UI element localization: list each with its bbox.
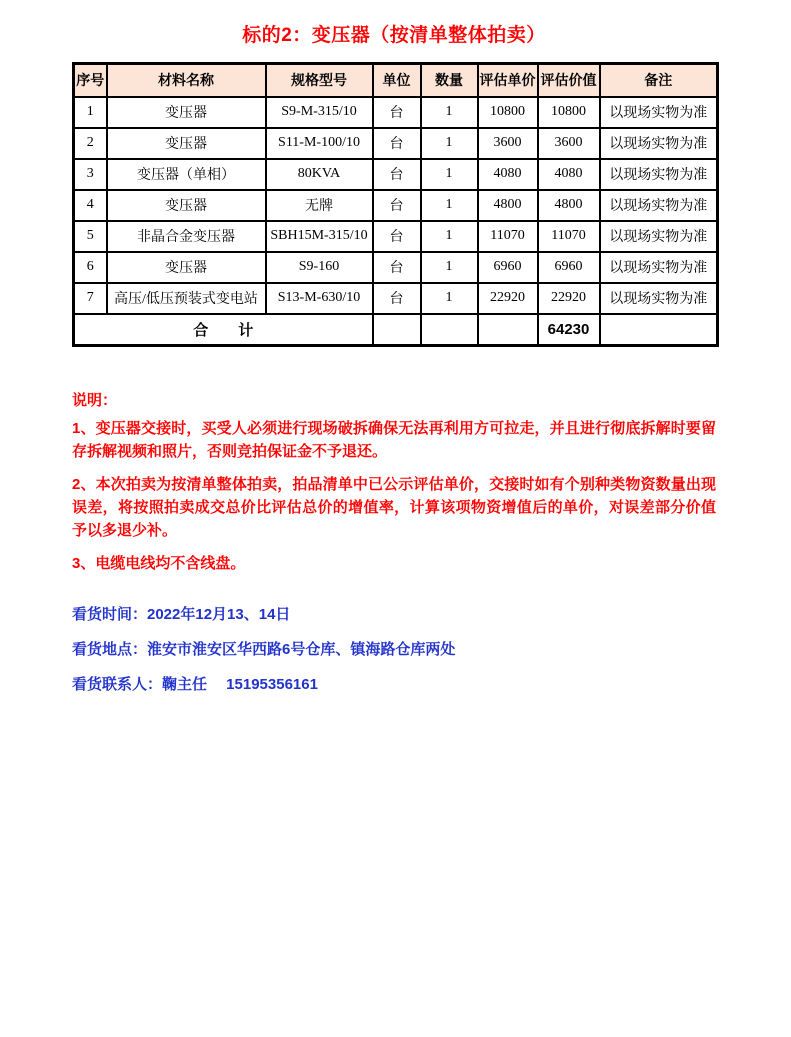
cell-material-name: 变压器（单相） xyxy=(107,159,266,190)
header-cell-unit: 单位 xyxy=(373,64,421,97)
cell-assessed-unit-price: 6960 xyxy=(478,252,538,283)
cell-quantity: 1 xyxy=(421,190,478,221)
total-empty-unit xyxy=(373,314,421,346)
header-cell-quantity: 数量 xyxy=(421,64,478,97)
cell-assessed-unit-price: 4080 xyxy=(478,159,538,190)
viewing-contact: 看货联系人：鞠主任 15195356161 xyxy=(72,676,318,693)
cell-quantity: 1 xyxy=(421,252,478,283)
table-row xyxy=(74,283,718,314)
cell-unit: 台 xyxy=(373,283,421,314)
cell-unit: 台 xyxy=(373,221,421,252)
cell-remarks: 以现场实物为准 xyxy=(600,159,718,190)
cell-spec-model: SBH15M-315/10 xyxy=(266,221,373,252)
cell-quantity: 1 xyxy=(421,159,478,190)
cell-spec-model: 80KVA xyxy=(266,159,373,190)
header-cell-remarks: 备注 xyxy=(600,64,718,97)
cell-quantity: 1 xyxy=(421,97,478,128)
table-row xyxy=(74,190,718,221)
total-value: 64230 xyxy=(538,314,600,346)
cell-material-name: 变压器 xyxy=(107,190,266,221)
cell-material-name: 变压器 xyxy=(107,97,266,128)
cell-quantity: 1 xyxy=(421,128,478,159)
cell-index: 5 xyxy=(74,221,107,252)
cell-spec-model: S13-M-630/10 xyxy=(266,283,373,314)
total-empty-unit-price xyxy=(478,314,538,346)
cell-spec-model: S11-M-100/10 xyxy=(266,128,373,159)
cell-material-name: 变压器 xyxy=(107,128,266,159)
cell-remarks: 以现场实物为准 xyxy=(600,97,718,128)
cell-index: 1 xyxy=(74,97,107,128)
cell-unit: 台 xyxy=(373,190,421,221)
total-empty-remarks xyxy=(600,314,718,346)
header-cell-assessed-unit-price: 评估单价 xyxy=(478,64,538,97)
notes-heading: 说明： xyxy=(72,392,118,409)
viewing-time: 看货时间：2022年12月13、14日 xyxy=(72,606,291,623)
cell-assessed-value: 11070 xyxy=(538,221,600,252)
table-row xyxy=(74,97,718,128)
cell-spec-model: S9-160 xyxy=(266,252,373,283)
cell-assessed-value: 4080 xyxy=(538,159,600,190)
cell-quantity: 1 xyxy=(421,221,478,252)
note-item-3: 3、电缆电线均不含线盘。 xyxy=(72,555,246,572)
cell-remarks: 以现场实物为准 xyxy=(600,221,718,252)
cell-index: 2 xyxy=(74,128,107,159)
cell-assessed-unit-price: 22920 xyxy=(478,283,538,314)
header-cell-spec-model: 规格型号 xyxy=(266,64,373,97)
document-content xyxy=(72,0,716,708)
cell-index: 7 xyxy=(74,283,107,314)
cell-unit: 台 xyxy=(373,128,421,159)
notes-section xyxy=(72,389,716,575)
cell-assessed-unit-price: 3600 xyxy=(478,128,538,159)
table-row xyxy=(74,221,718,252)
cell-remarks: 以现场实物为准 xyxy=(600,252,718,283)
cell-assessed-value: 3600 xyxy=(538,128,600,159)
note-item-2: 2、本次拍卖为按清单整体拍卖，拍品清单中已公示评估单价，交接时如有个别种类物资数量出现误差，将按照拍卖成交总价比评估总价的增值率，计算该项物资增值后的单价，对误差部分价值予以多退少补。 xyxy=(72,476,716,539)
cell-spec-model: S9-M-315/10 xyxy=(266,97,373,128)
cell-material-name: 非晶合金变压器 xyxy=(107,221,266,252)
cell-assessed-value: 6960 xyxy=(538,252,600,283)
cell-assessed-unit-price: 10800 xyxy=(478,97,538,128)
auction-lot-table xyxy=(72,62,719,347)
cell-quantity: 1 xyxy=(421,283,478,314)
cell-remarks: 以现场实物为准 xyxy=(600,190,718,221)
cell-index: 6 xyxy=(74,252,107,283)
cell-remarks: 以现场实物为准 xyxy=(600,128,718,159)
cell-assessed-value: 22920 xyxy=(538,283,600,314)
cell-unit: 台 xyxy=(373,97,421,128)
header-cell-index: 序号 xyxy=(74,64,107,97)
cell-assessed-value: 10800 xyxy=(538,97,600,128)
cell-spec-model: 无牌 xyxy=(266,190,373,221)
cell-assessed-unit-price: 11070 xyxy=(478,221,538,252)
viewing-info-section xyxy=(72,603,716,696)
table-header-row xyxy=(74,64,718,97)
total-row xyxy=(74,314,718,346)
table-row xyxy=(74,159,718,190)
total-label: 合 计 xyxy=(74,314,373,346)
cell-material-name: 高压/低压预装式变电站 xyxy=(107,283,266,314)
header-cell-material-name: 材料名称 xyxy=(107,64,266,97)
cell-unit: 台 xyxy=(373,159,421,190)
header-cell-assessed-value: 评估价值 xyxy=(538,64,600,97)
note-item-1: 1、变压器交接时，买受人必须进行现场破拆确保无法再利用方可拉走，并且进行彻底拆解时要留存拆解视频和照片，否则竞拍保证金不予退还。 xyxy=(72,420,716,460)
cell-index: 3 xyxy=(74,159,107,190)
cell-assessed-value: 4800 xyxy=(538,190,600,221)
cell-assessed-unit-price: 4800 xyxy=(478,190,538,221)
page-title: 标的2：变压器（按清单整体拍卖） xyxy=(242,25,546,46)
cell-remarks: 以现场实物为准 xyxy=(600,283,718,314)
cell-material-name: 变压器 xyxy=(107,252,266,283)
table-row xyxy=(74,252,718,283)
table-row xyxy=(74,128,718,159)
cell-unit: 台 xyxy=(373,252,421,283)
cell-index: 4 xyxy=(74,190,107,221)
viewing-place: 看货地点：淮安市淮安区华西路6号仓库、镇海路仓库两处 xyxy=(72,641,456,658)
total-empty-quantity xyxy=(421,314,478,346)
